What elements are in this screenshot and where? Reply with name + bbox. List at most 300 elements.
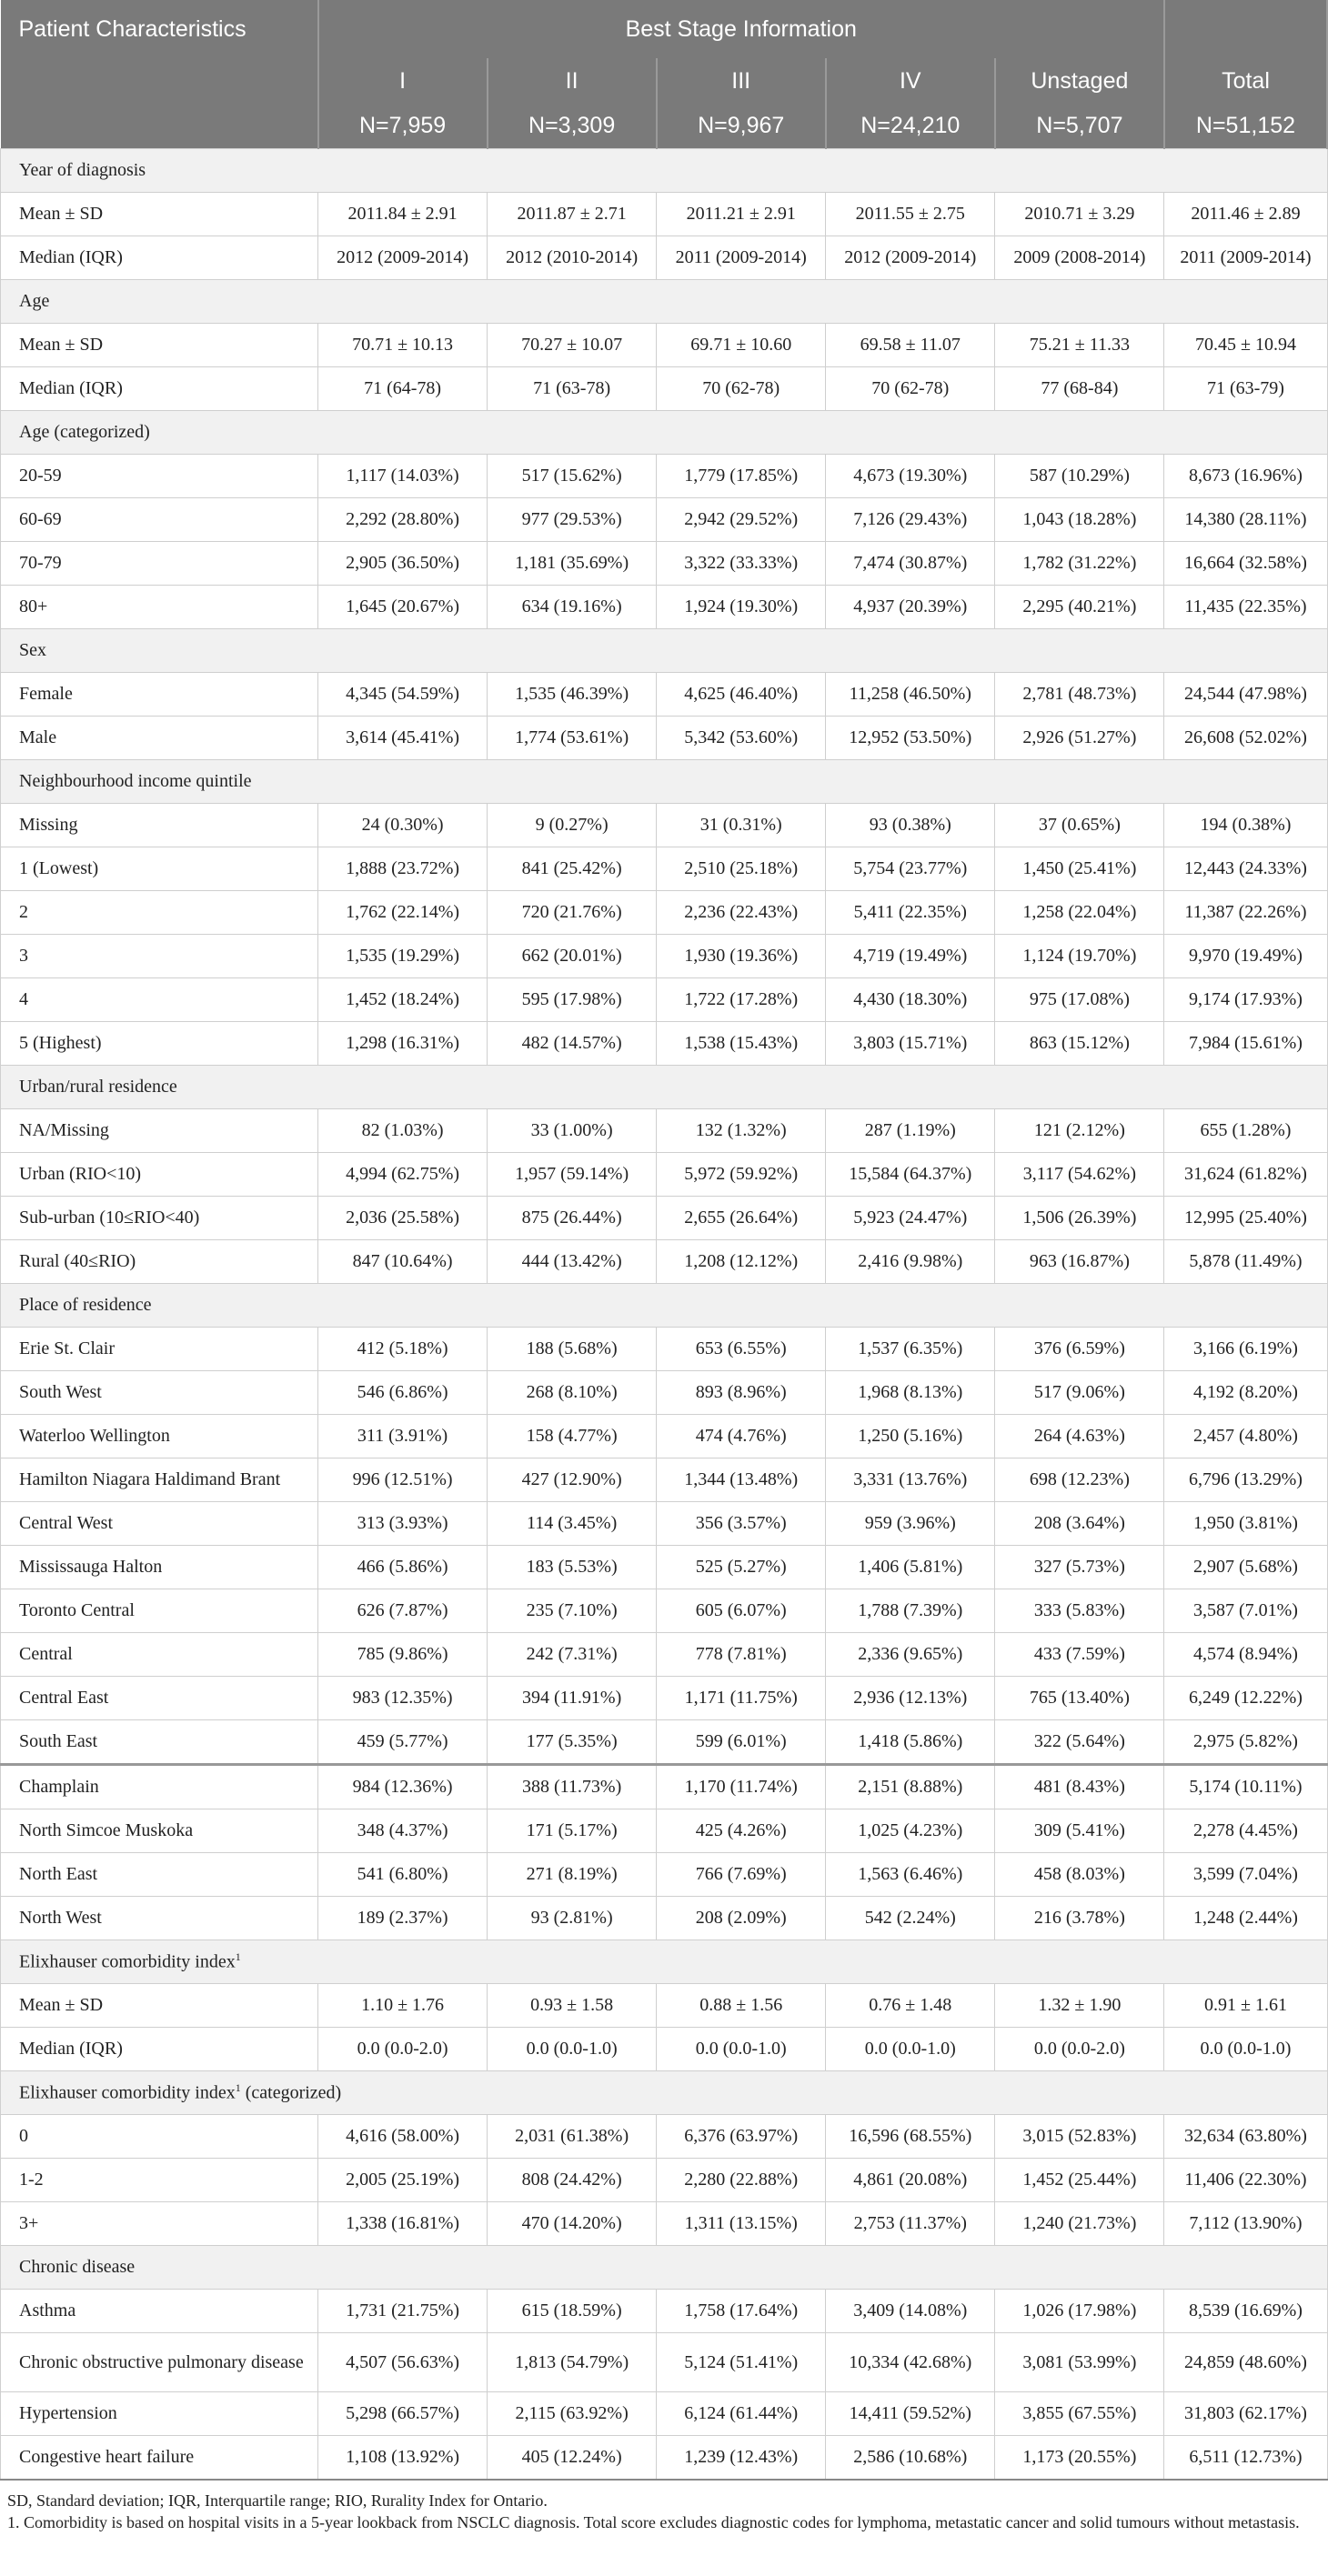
column-count-total: N=51,152 <box>1164 104 1327 149</box>
row-value: 2,115 (63.92%) <box>488 2392 657 2436</box>
table-row <box>1 891 1328 935</box>
row-label: 3+ <box>1 2202 318 2246</box>
header-blank-cell <box>1 104 318 149</box>
row-value: 69.58 ± 11.07 <box>826 324 995 367</box>
row-value: 11,387 (22.26%) <box>1164 891 1327 935</box>
row-label: Waterloo Wellington <box>1 1415 318 1458</box>
row-label: Asthma <box>1 2290 318 2333</box>
table-body <box>1 149 1328 2481</box>
row-value: 1,043 (18.28%) <box>995 498 1164 542</box>
row-label: North West <box>1 1897 318 1940</box>
table-row <box>1 2115 1328 2159</box>
row-value: 322 (5.64%) <box>995 1720 1164 1765</box>
row-value: 2,031 (61.38%) <box>488 2115 657 2159</box>
section-header-row <box>1 149 1328 193</box>
section-header-row <box>1 280 1328 324</box>
row-value: 394 (11.91%) <box>488 1677 657 1720</box>
row-value: 4,507 (56.63%) <box>318 2333 488 2392</box>
table-row <box>1 498 1328 542</box>
section-title-text: Age (categorized) <box>19 422 150 442</box>
row-label: Male <box>1 717 318 760</box>
section-header-row <box>1 411 1328 455</box>
table-row <box>1 1897 1328 1940</box>
row-value: 3,855 (67.55%) <box>995 2392 1164 2436</box>
row-value: 1,026 (17.98%) <box>995 2290 1164 2333</box>
section-title-text: Chronic disease <box>19 2257 136 2277</box>
row-value: 778 (7.81%) <box>657 1633 826 1677</box>
table-row <box>1 542 1328 586</box>
table-row <box>1 935 1328 978</box>
row-value: 26,608 (52.02%) <box>1164 717 1327 760</box>
section-title <box>1 280 1328 324</box>
row-label: 2 <box>1 891 318 935</box>
row-value: 2011 (2009-2014) <box>657 236 826 280</box>
table-row <box>1 1197 1328 1240</box>
row-value: 3,166 (6.19%) <box>1164 1328 1327 1371</box>
row-label: 1-2 <box>1 2159 318 2202</box>
row-label: Chronic obstructive pulmonary disease <box>1 2333 318 2392</box>
row-value: 3,587 (7.01%) <box>1164 1589 1327 1633</box>
row-value: 0.0 (0.0-1.0) <box>488 2028 657 2071</box>
row-value: 1,124 (19.70%) <box>995 935 1164 978</box>
row-value: 1,240 (21.73%) <box>995 2202 1164 2246</box>
row-value: 11,406 (22.30%) <box>1164 2159 1327 2202</box>
table-row <box>1 1853 1328 1897</box>
row-value: 546 (6.86%) <box>318 1371 488 1415</box>
row-value: 5,972 (59.92%) <box>657 1153 826 1197</box>
row-value: 189 (2.37%) <box>318 1897 488 1940</box>
column-heading-total: Total <box>1164 58 1327 104</box>
row-value: 1,248 (2.44%) <box>1164 1897 1327 1940</box>
row-value: 1,968 (8.13%) <box>826 1371 995 1415</box>
row-value: 0.0 (0.0-1.0) <box>1164 2028 1327 2071</box>
best-stage-heading: Best Stage Information <box>318 0 1164 58</box>
row-value: 2,907 (5.68%) <box>1164 1546 1327 1589</box>
row-value: 0.76 ± 1.48 <box>826 1984 995 2028</box>
section-title-text: Urban/rural residence <box>19 1077 177 1097</box>
row-value: 0.91 ± 1.61 <box>1164 1984 1327 2028</box>
row-value: 1,731 (21.75%) <box>318 2290 488 2333</box>
row-value: 3,322 (33.33%) <box>657 542 826 586</box>
row-value: 9 (0.27%) <box>488 804 657 847</box>
row-value: 605 (6.07%) <box>657 1589 826 1633</box>
table-footnotes <box>0 2481 1328 2533</box>
row-value: 1,813 (54.79%) <box>488 2333 657 2392</box>
column-heading-stage-1: I <box>318 58 488 104</box>
row-value: 82 (1.03%) <box>318 1109 488 1153</box>
row-value: 1,722 (17.28%) <box>657 978 826 1022</box>
row-value: 1,418 (5.86%) <box>826 1720 995 1765</box>
row-value: 1,888 (23.72%) <box>318 847 488 891</box>
row-value: 808 (24.42%) <box>488 2159 657 2202</box>
row-value: 5,124 (51.41%) <box>657 2333 826 2392</box>
row-value: 517 (15.62%) <box>488 455 657 498</box>
row-value: 1,208 (12.12%) <box>657 1240 826 1284</box>
row-value: 1,758 (17.64%) <box>657 2290 826 2333</box>
row-value: 183 (5.53%) <box>488 1546 657 1589</box>
row-value: 595 (17.98%) <box>488 978 657 1022</box>
row-value: 7,474 (30.87%) <box>826 542 995 586</box>
row-value: 1,950 (3.81%) <box>1164 1502 1327 1546</box>
row-value: 1,538 (15.43%) <box>657 1022 826 1066</box>
row-value: 2011.84 ± 2.91 <box>318 193 488 236</box>
row-label: Hamilton Niagara Haldimand Brant <box>1 1458 318 1502</box>
table-row <box>1 673 1328 717</box>
footnote-comorbidity: 1. Comorbidity is based on hospital visits in a 5-year lookback from NSCLC diagnosis. Total score excludes diagnostic codes for lymphoma, metastatic cancer and solid tumours without metastasis. <box>7 2513 1300 2531</box>
column-count-unstaged: N=5,707 <box>995 104 1164 149</box>
row-value: 4,861 (20.08%) <box>826 2159 995 2202</box>
row-value: 71 (64-78) <box>318 367 488 411</box>
row-label: 70-79 <box>1 542 318 586</box>
row-label: Median (IQR) <box>1 236 318 280</box>
row-value: 1,173 (20.55%) <box>995 2436 1164 2481</box>
column-heading-unstaged: Unstaged <box>995 58 1164 104</box>
row-value: 996 (12.51%) <box>318 1458 488 1502</box>
table-row <box>1 1458 1328 1502</box>
row-value: 2,942 (29.52%) <box>657 498 826 542</box>
table-row <box>1 1720 1328 1765</box>
row-value: 412 (5.18%) <box>318 1328 488 1371</box>
row-value: 242 (7.31%) <box>488 1633 657 1677</box>
row-value: 1,645 (20.67%) <box>318 586 488 629</box>
row-value: 2,280 (22.88%) <box>657 2159 826 2202</box>
row-value: 6,376 (63.97%) <box>657 2115 826 2159</box>
table-row <box>1 804 1328 847</box>
row-value: 765 (13.40%) <box>995 1677 1164 1720</box>
row-value: 599 (6.01%) <box>657 1720 826 1765</box>
row-value: 6,249 (12.22%) <box>1164 1677 1327 1720</box>
table-row <box>1 2333 1328 2392</box>
row-value: 1,239 (12.43%) <box>657 2436 826 2481</box>
table-row <box>1 1240 1328 1284</box>
row-value: 482 (14.57%) <box>488 1022 657 1066</box>
row-value: 8,539 (16.69%) <box>1164 2290 1327 2333</box>
row-label: NA/Missing <box>1 1109 318 1153</box>
row-value: 1,779 (17.85%) <box>657 455 826 498</box>
table-row <box>1 1809 1328 1853</box>
row-value: 1,452 (18.24%) <box>318 978 488 1022</box>
table-row <box>1 1109 1328 1153</box>
row-value: 525 (5.27%) <box>657 1546 826 1589</box>
row-value: 2,926 (51.27%) <box>995 717 1164 760</box>
table-row <box>1 978 1328 1022</box>
row-value: 2,005 (25.19%) <box>318 2159 488 2202</box>
row-value: 1.10 ± 1.76 <box>318 1984 488 2028</box>
row-value: 4,616 (58.00%) <box>318 2115 488 2159</box>
row-value: 70 (62-78) <box>826 367 995 411</box>
header-blank-cell <box>1 58 318 104</box>
row-value: 2,905 (36.50%) <box>318 542 488 586</box>
row-value: 71 (63-78) <box>488 367 657 411</box>
row-label: Champlain <box>1 1765 318 1809</box>
row-value: 313 (3.93%) <box>318 1502 488 1546</box>
row-value: 12,443 (24.33%) <box>1164 847 1327 891</box>
row-value: 3,117 (54.62%) <box>995 1153 1164 1197</box>
row-value: 69.71 ± 10.60 <box>657 324 826 367</box>
row-value: 847 (10.64%) <box>318 1240 488 1284</box>
row-value: 4,574 (8.94%) <box>1164 1633 1327 1677</box>
section-title-text: Elixhauser comorbidity index <box>19 1951 236 1972</box>
row-value: 3,409 (14.08%) <box>826 2290 995 2333</box>
row-label: Rural (40≤RIO) <box>1 1240 318 1284</box>
row-value: 959 (3.96%) <box>826 1502 995 1546</box>
row-value: 0.93 ± 1.58 <box>488 1984 657 2028</box>
row-value: 327 (5.73%) <box>995 1546 1164 1589</box>
row-value: 16,664 (32.58%) <box>1164 542 1327 586</box>
row-value: 2012 (2010-2014) <box>488 236 657 280</box>
row-value: 1,250 (5.16%) <box>826 1415 995 1458</box>
row-label: 5 (Highest) <box>1 1022 318 1066</box>
table-row <box>1 1677 1328 1720</box>
row-value: 287 (1.19%) <box>826 1109 995 1153</box>
table-row <box>1 2202 1328 2246</box>
row-label: 80+ <box>1 586 318 629</box>
row-value: 264 (4.63%) <box>995 1415 1164 1458</box>
row-value: 70.45 ± 10.94 <box>1164 324 1327 367</box>
row-value: 311 (3.91%) <box>318 1415 488 1458</box>
section-header-row <box>1 1066 1328 1109</box>
row-value: 841 (25.42%) <box>488 847 657 891</box>
row-value: 271 (8.19%) <box>488 1853 657 1897</box>
row-value: 0.88 ± 1.56 <box>657 1984 826 2028</box>
row-value: 785 (9.86%) <box>318 1633 488 1677</box>
row-label: Female <box>1 673 318 717</box>
row-value: 542 (2.24%) <box>826 1897 995 1940</box>
row-value: 2012 (2009-2014) <box>318 236 488 280</box>
row-label: Sub-urban (10≤RIO<40) <box>1 1197 318 1240</box>
section-title <box>1 1940 1328 1984</box>
footnote-marker: 1 <box>235 2081 241 2095</box>
row-value: 1,774 (53.61%) <box>488 717 657 760</box>
row-value: 309 (5.41%) <box>995 1809 1164 1853</box>
row-value: 2,975 (5.82%) <box>1164 1720 1327 1765</box>
row-value: 1,563 (6.46%) <box>826 1853 995 1897</box>
row-value: 3,331 (13.76%) <box>826 1458 995 1502</box>
section-title <box>1 760 1328 804</box>
row-value: 24,544 (47.98%) <box>1164 673 1327 717</box>
row-value: 388 (11.73%) <box>488 1765 657 1809</box>
table-header <box>1 0 1328 149</box>
row-value: 1,025 (4.23%) <box>826 1809 995 1853</box>
row-value: 208 (2.09%) <box>657 1897 826 1940</box>
row-label: 3 <box>1 935 318 978</box>
row-value: 634 (19.16%) <box>488 586 657 629</box>
row-value: 1,924 (19.30%) <box>657 586 826 629</box>
row-value: 8,673 (16.96%) <box>1164 455 1327 498</box>
row-value: 11,258 (46.50%) <box>826 673 995 717</box>
row-value: 470 (14.20%) <box>488 2202 657 2246</box>
row-value: 75.21 ± 11.33 <box>995 324 1164 367</box>
header-blank-cell <box>1164 0 1327 58</box>
row-value: 121 (2.12%) <box>995 1109 1164 1153</box>
row-value: 1,537 (6.35%) <box>826 1328 995 1371</box>
row-value: 2012 (2009-2014) <box>826 236 995 280</box>
table-row <box>1 1984 1328 2028</box>
row-value: 1,298 (16.31%) <box>318 1022 488 1066</box>
table-row <box>1 236 1328 280</box>
section-title <box>1 411 1328 455</box>
row-value: 2,151 (8.88%) <box>826 1765 995 1809</box>
row-value: 3,599 (7.04%) <box>1164 1853 1327 1897</box>
table-row <box>1 1502 1328 1546</box>
row-value: 720 (21.76%) <box>488 891 657 935</box>
row-value: 70.27 ± 10.07 <box>488 324 657 367</box>
row-label: 60-69 <box>1 498 318 542</box>
row-value: 427 (12.90%) <box>488 1458 657 1502</box>
row-value: 31,624 (61.82%) <box>1164 1153 1327 1197</box>
row-value: 132 (1.32%) <box>657 1109 826 1153</box>
row-label: 0 <box>1 2115 318 2159</box>
row-value: 977 (29.53%) <box>488 498 657 542</box>
row-value: 14,411 (59.52%) <box>826 2392 995 2436</box>
row-value: 2,936 (12.13%) <box>826 1677 995 1720</box>
row-value: 4,430 (18.30%) <box>826 978 995 1022</box>
row-value: 3,015 (52.83%) <box>995 2115 1164 2159</box>
row-value: 5,411 (22.35%) <box>826 891 995 935</box>
row-label: Median (IQR) <box>1 2028 318 2071</box>
row-value: 32,634 (63.80%) <box>1164 2115 1327 2159</box>
row-label: 20-59 <box>1 455 318 498</box>
row-value: 158 (4.77%) <box>488 1415 657 1458</box>
row-value: 70 (62-78) <box>657 367 826 411</box>
row-value: 14,380 (28.11%) <box>1164 498 1327 542</box>
row-value: 24 (0.30%) <box>318 804 488 847</box>
row-value: 1,181 (35.69%) <box>488 542 657 586</box>
row-value: 10,334 (42.68%) <box>826 2333 995 2392</box>
row-label: North East <box>1 1853 318 1897</box>
row-value: 2011.21 ± 2.91 <box>657 193 826 236</box>
row-value: 6,511 (12.73%) <box>1164 2436 1327 2481</box>
table-row <box>1 586 1328 629</box>
row-value: 2010.71 ± 3.29 <box>995 193 1164 236</box>
row-value: 1,406 (5.81%) <box>826 1546 995 1589</box>
row-value: 2,586 (10.68%) <box>826 2436 995 2481</box>
table-row <box>1 847 1328 891</box>
row-value: 662 (20.01%) <box>488 935 657 978</box>
row-value: 2,036 (25.58%) <box>318 1197 488 1240</box>
row-value: 983 (12.35%) <box>318 1677 488 1720</box>
row-value: 615 (18.59%) <box>488 2290 657 2333</box>
row-value: 2011.87 ± 2.71 <box>488 193 657 236</box>
row-value: 626 (7.87%) <box>318 1589 488 1633</box>
section-title <box>1 629 1328 673</box>
row-label: Toronto Central <box>1 1589 318 1633</box>
row-value: 7,984 (15.61%) <box>1164 1022 1327 1066</box>
row-value: 11,435 (22.35%) <box>1164 586 1327 629</box>
row-value: 1,450 (25.41%) <box>995 847 1164 891</box>
table-row <box>1 367 1328 411</box>
row-value: 4,719 (19.49%) <box>826 935 995 978</box>
row-value: 1,788 (7.39%) <box>826 1589 995 1633</box>
row-value: 863 (15.12%) <box>995 1022 1164 1066</box>
row-value: 2,292 (28.80%) <box>318 498 488 542</box>
row-value: 348 (4.37%) <box>318 1809 488 1853</box>
row-value: 2,457 (4.80%) <box>1164 1415 1327 1458</box>
table-row <box>1 1371 1328 1415</box>
table-row <box>1 1153 1328 1197</box>
column-heading-stage-2: II <box>488 58 657 104</box>
row-value: 4,625 (46.40%) <box>657 673 826 717</box>
row-value: 5,878 (11.49%) <box>1164 1240 1327 1284</box>
row-value: 3,614 (45.41%) <box>318 717 488 760</box>
table-row <box>1 193 1328 236</box>
row-value: 188 (5.68%) <box>488 1328 657 1371</box>
section-header-row <box>1 629 1328 673</box>
row-value: 171 (5.17%) <box>488 1809 657 1853</box>
row-value: 1,171 (11.75%) <box>657 1677 826 1720</box>
row-value: 6,796 (13.29%) <box>1164 1458 1327 1502</box>
table-row <box>1 2159 1328 2202</box>
column-count-stage-4: N=24,210 <box>826 104 995 149</box>
section-header-row <box>1 760 1328 804</box>
row-value: 2011.55 ± 2.75 <box>826 193 995 236</box>
row-value: 0.0 (0.0-2.0) <box>318 2028 488 2071</box>
section-title-text: Year of diagnosis <box>19 160 146 180</box>
row-label: North Simcoe Muskoka <box>1 1809 318 1853</box>
section-title-text: Age <box>19 291 50 311</box>
row-value: 194 (0.38%) <box>1164 804 1327 847</box>
section-header-row <box>1 1284 1328 1328</box>
row-value: 2011 (2009-2014) <box>1164 236 1327 280</box>
table-row <box>1 2028 1328 2071</box>
row-value: 2,753 (11.37%) <box>826 2202 995 2246</box>
row-value: 3,081 (53.99%) <box>995 2333 1164 2392</box>
row-value: 1,957 (59.14%) <box>488 1153 657 1197</box>
row-label: Erie St. Clair <box>1 1328 318 1371</box>
row-label: Median (IQR) <box>1 367 318 411</box>
row-value: 70.71 ± 10.13 <box>318 324 488 367</box>
row-value: 208 (3.64%) <box>995 1502 1164 1546</box>
row-value: 24,859 (48.60%) <box>1164 2333 1327 2392</box>
row-value: 33 (1.00%) <box>488 1109 657 1153</box>
row-value: 698 (12.23%) <box>995 1458 1164 1502</box>
footnote-marker: 1 <box>235 1950 241 1964</box>
row-label: Mean ± SD <box>1 1984 318 2028</box>
table-row <box>1 1546 1328 1589</box>
row-value: 2011.46 ± 2.89 <box>1164 193 1327 236</box>
table-row <box>1 2436 1328 2481</box>
row-value: 7,126 (29.43%) <box>826 498 995 542</box>
row-value: 9,970 (19.49%) <box>1164 935 1327 978</box>
row-value: 235 (7.10%) <box>488 1589 657 1633</box>
section-header-row <box>1 2071 1328 2115</box>
row-value: 2,416 (9.98%) <box>826 1240 995 1284</box>
row-label: Central <box>1 1633 318 1677</box>
row-value: 4,192 (8.20%) <box>1164 1371 1327 1415</box>
section-title-text: Elixhauser comorbidity index <box>19 2082 236 2103</box>
row-value: 1,762 (22.14%) <box>318 891 488 935</box>
table-row <box>1 1633 1328 1677</box>
row-value: 5,342 (53.60%) <box>657 717 826 760</box>
row-value: 2,510 (25.18%) <box>657 847 826 891</box>
row-value: 1,782 (31.22%) <box>995 542 1164 586</box>
row-value: 2,295 (40.21%) <box>995 586 1164 629</box>
row-value: 1,930 (19.36%) <box>657 935 826 978</box>
row-value: 1.32 ± 1.90 <box>995 1984 1164 2028</box>
row-label: Missing <box>1 804 318 847</box>
section-header-row <box>1 1940 1328 1984</box>
row-value: 268 (8.10%) <box>488 1371 657 1415</box>
row-value: 2,781 (48.73%) <box>995 673 1164 717</box>
row-value: 2,236 (22.43%) <box>657 891 826 935</box>
table-row <box>1 2392 1328 2436</box>
section-title <box>1 1284 1328 1328</box>
row-label: Mississauga Halton <box>1 1546 318 1589</box>
row-value: 93 (2.81%) <box>488 1897 657 1940</box>
row-value: 474 (4.76%) <box>657 1415 826 1458</box>
row-value: 2009 (2008-2014) <box>995 236 1164 280</box>
row-label: 4 <box>1 978 318 1022</box>
